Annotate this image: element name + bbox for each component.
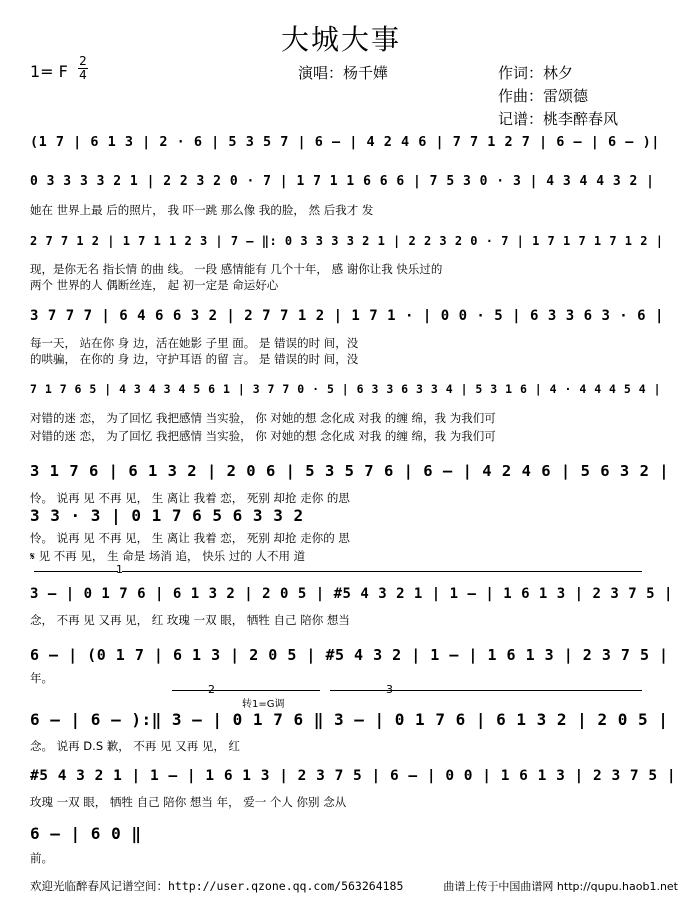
volta-3-line: [330, 690, 642, 691]
score-row-7-notes: 3 3 · 3 | 0 1 7 6 5 6 3 3 2: [30, 506, 304, 525]
time-signature: [78, 56, 88, 81]
score-row-5-lyric-2: 对错的迷 恋， 为了回忆 我把感情 当实验， 你 对她的想 念化成 对我 的缠 绵，我 为我们可: [30, 429, 496, 443]
footer-welcome: 欢迎光临醉春风记谱空间：http://user.qzone.qq.com/563264185: [30, 879, 404, 893]
score-row-4-lyric-2: 的哄骗， 在你的 身 边，守护耳语 的留 言。 是 错误的时 间，没: [30, 352, 359, 366]
volta-2-label: 2: [208, 683, 215, 696]
composer-credit: 作曲：雷颂德: [498, 87, 589, 105]
score-row-3-notes: 2 7 7 1 2 | 1 7 1 1 2 3 | 7 – ‖: 0 3 3 3 3 2 1 | 2 2 3 2 0 · 7 | 1 7 1 7 1 7 1 2 |: [30, 234, 664, 248]
score-row-11-lyric-1: 玫瑰 一双 眼， 牺牲 自己 陪你 想当 年， 爱一 个人 你别 念从: [30, 795, 347, 809]
meter-bottom: 4: [79, 68, 87, 82]
score-row-3-lyric-2: 两个 世界的人 偶断丝连， 起 初一定是 命运好心: [30, 278, 279, 292]
score-row-3-lyric-1: 现，是你无名 指长情 的曲 线。 一段 感情能有 几个十年， 感 谢你让我 快乐过的: [30, 262, 443, 276]
meter-top: 2: [79, 54, 87, 68]
score-row-4-lyric-1: 每一天， 站在你 身 边，活在她影 子里 面。 是 错误的时 间，没: [30, 336, 359, 350]
score-row-4-notes: 3 7 7 7 | 6 4 6 6 3 2 | 2 7 7 1 2 | 1 7 1 · | 0 0 · 5 | 6 3 3 6 3 · 6 |: [30, 308, 664, 324]
score-row-2-lyric-1: 她在 世界上最 后的照片， 我 吓一跳 那么像 我的脸， 然 后我才 发: [30, 203, 374, 217]
score-row-9-notes: 6 – | (0 1 7 | 6 1 3 | 2 0 5 | #5 4 3 2 | 1 – | 1 6 1 3 | 2 3 7 5 |: [30, 646, 669, 664]
score-row-8-notes: 3 – | 0 1 7 6 | 6 1 3 2 | 2 0 5 | #5 4 3 2 1 | 1 – | 1 6 1 3 | 2 3 7 5 |: [30, 586, 673, 602]
score-row-7-lyric-2: 𝄋 见 不再 见， 生 命是 场消 追， 快乐 过的 人不用 道: [30, 549, 306, 563]
score-row-8-lyric-1: 念， 不再 见 又再 见， 红 玫瑰 一双 眼， 牺牲 自己 陪你 想当: [30, 613, 350, 627]
volta-3-label: 3: [386, 683, 393, 696]
score-row-7-lyric-1: 怜。 说再 见 不再 见， 生 离让 我着 恋， 死别 却抢 走你的 思: [30, 531, 350, 545]
volta-1-label: 1: [116, 563, 123, 576]
volta-1-line-cont: [122, 571, 642, 572]
volta-2-line: [172, 690, 320, 691]
score-row-1-notes: (1 7 | 6 1 3 | 2 · 6 | 5 3 5 7 | 6 – | 4 2 4 6 | 7 7 1 2 7 | 6 – | 6 – )|: [30, 134, 660, 150]
singer-credit: 演唱：杨千嬅: [298, 64, 389, 82]
transcriber-credit: 记谱：桃李醉春风: [498, 110, 619, 128]
volta-1-line: [34, 571, 118, 572]
footer-site: 曲谱上传于中国曲谱网 http://qupu.haob1.net: [443, 880, 678, 893]
score-row-10-notes: 6 – | 6 – ):‖ 3 – | 0 1 7 6 ‖ 3 – | 0 1 7 6 | 6 1 3 2 | 2 0 5 |: [30, 710, 669, 729]
score-row-2-notes: 0 3 3 3 3 2 1 | 2 2 3 2 0 · 7 | 1 7 1 1 6 6 6 | 7 5 3 0 · 3 | 4 3 4 4 3 2 |: [30, 174, 655, 189]
score-row-5-lyric-1: 对错的迷 恋， 为了回忆 我把感情 当实验， 你 对她的想 念化成 对我 的缠 绵，我 为我们可: [30, 411, 496, 425]
score-row-10-lyric-1: 念。 说再 D.S 歉， 不再 见 又再 见， 红: [30, 739, 241, 753]
lyricist-credit: 作词：林夕: [498, 64, 574, 82]
score-row-12-notes: 6 – | 6 0 ‖: [30, 824, 142, 843]
score-row-9-lyric-1: 年。: [30, 671, 53, 685]
score-row-5-notes: 7 1 7 6 5 | 4 3 4 3 4 5 6 1 | 3 7 7 0 · 5 | 6 3 3 6 3 3 4 | 5 3 1 6 | 4 · 4 4 4 5 4 |: [30, 382, 662, 396]
score-row-6-notes: 3 1 7 6 | 6 1 3 2 | 2 0 6 | 5 3 5 7 6 | 6 – | 4 2 4 6 | 5 6 3 2 |: [30, 462, 670, 480]
score-row-11-notes: #5 4 3 2 1 | 1 – | 1 6 1 3 | 2 3 7 5 | 6 – | 0 0 | 1 6 1 3 | 2 3 7 5 |: [30, 768, 677, 784]
key-signature: 1= F: [30, 62, 68, 81]
score-row-12-lyric-1: 前。: [30, 851, 53, 865]
song-title: 大城大事: [280, 23, 401, 56]
score-row-6-lyric-1: 怜。 说再 见 不再 见， 生 离让 我着 恋， 死别 却抢 走你 的思: [30, 491, 350, 505]
modulation-mark: 转1=G调: [242, 699, 285, 710]
